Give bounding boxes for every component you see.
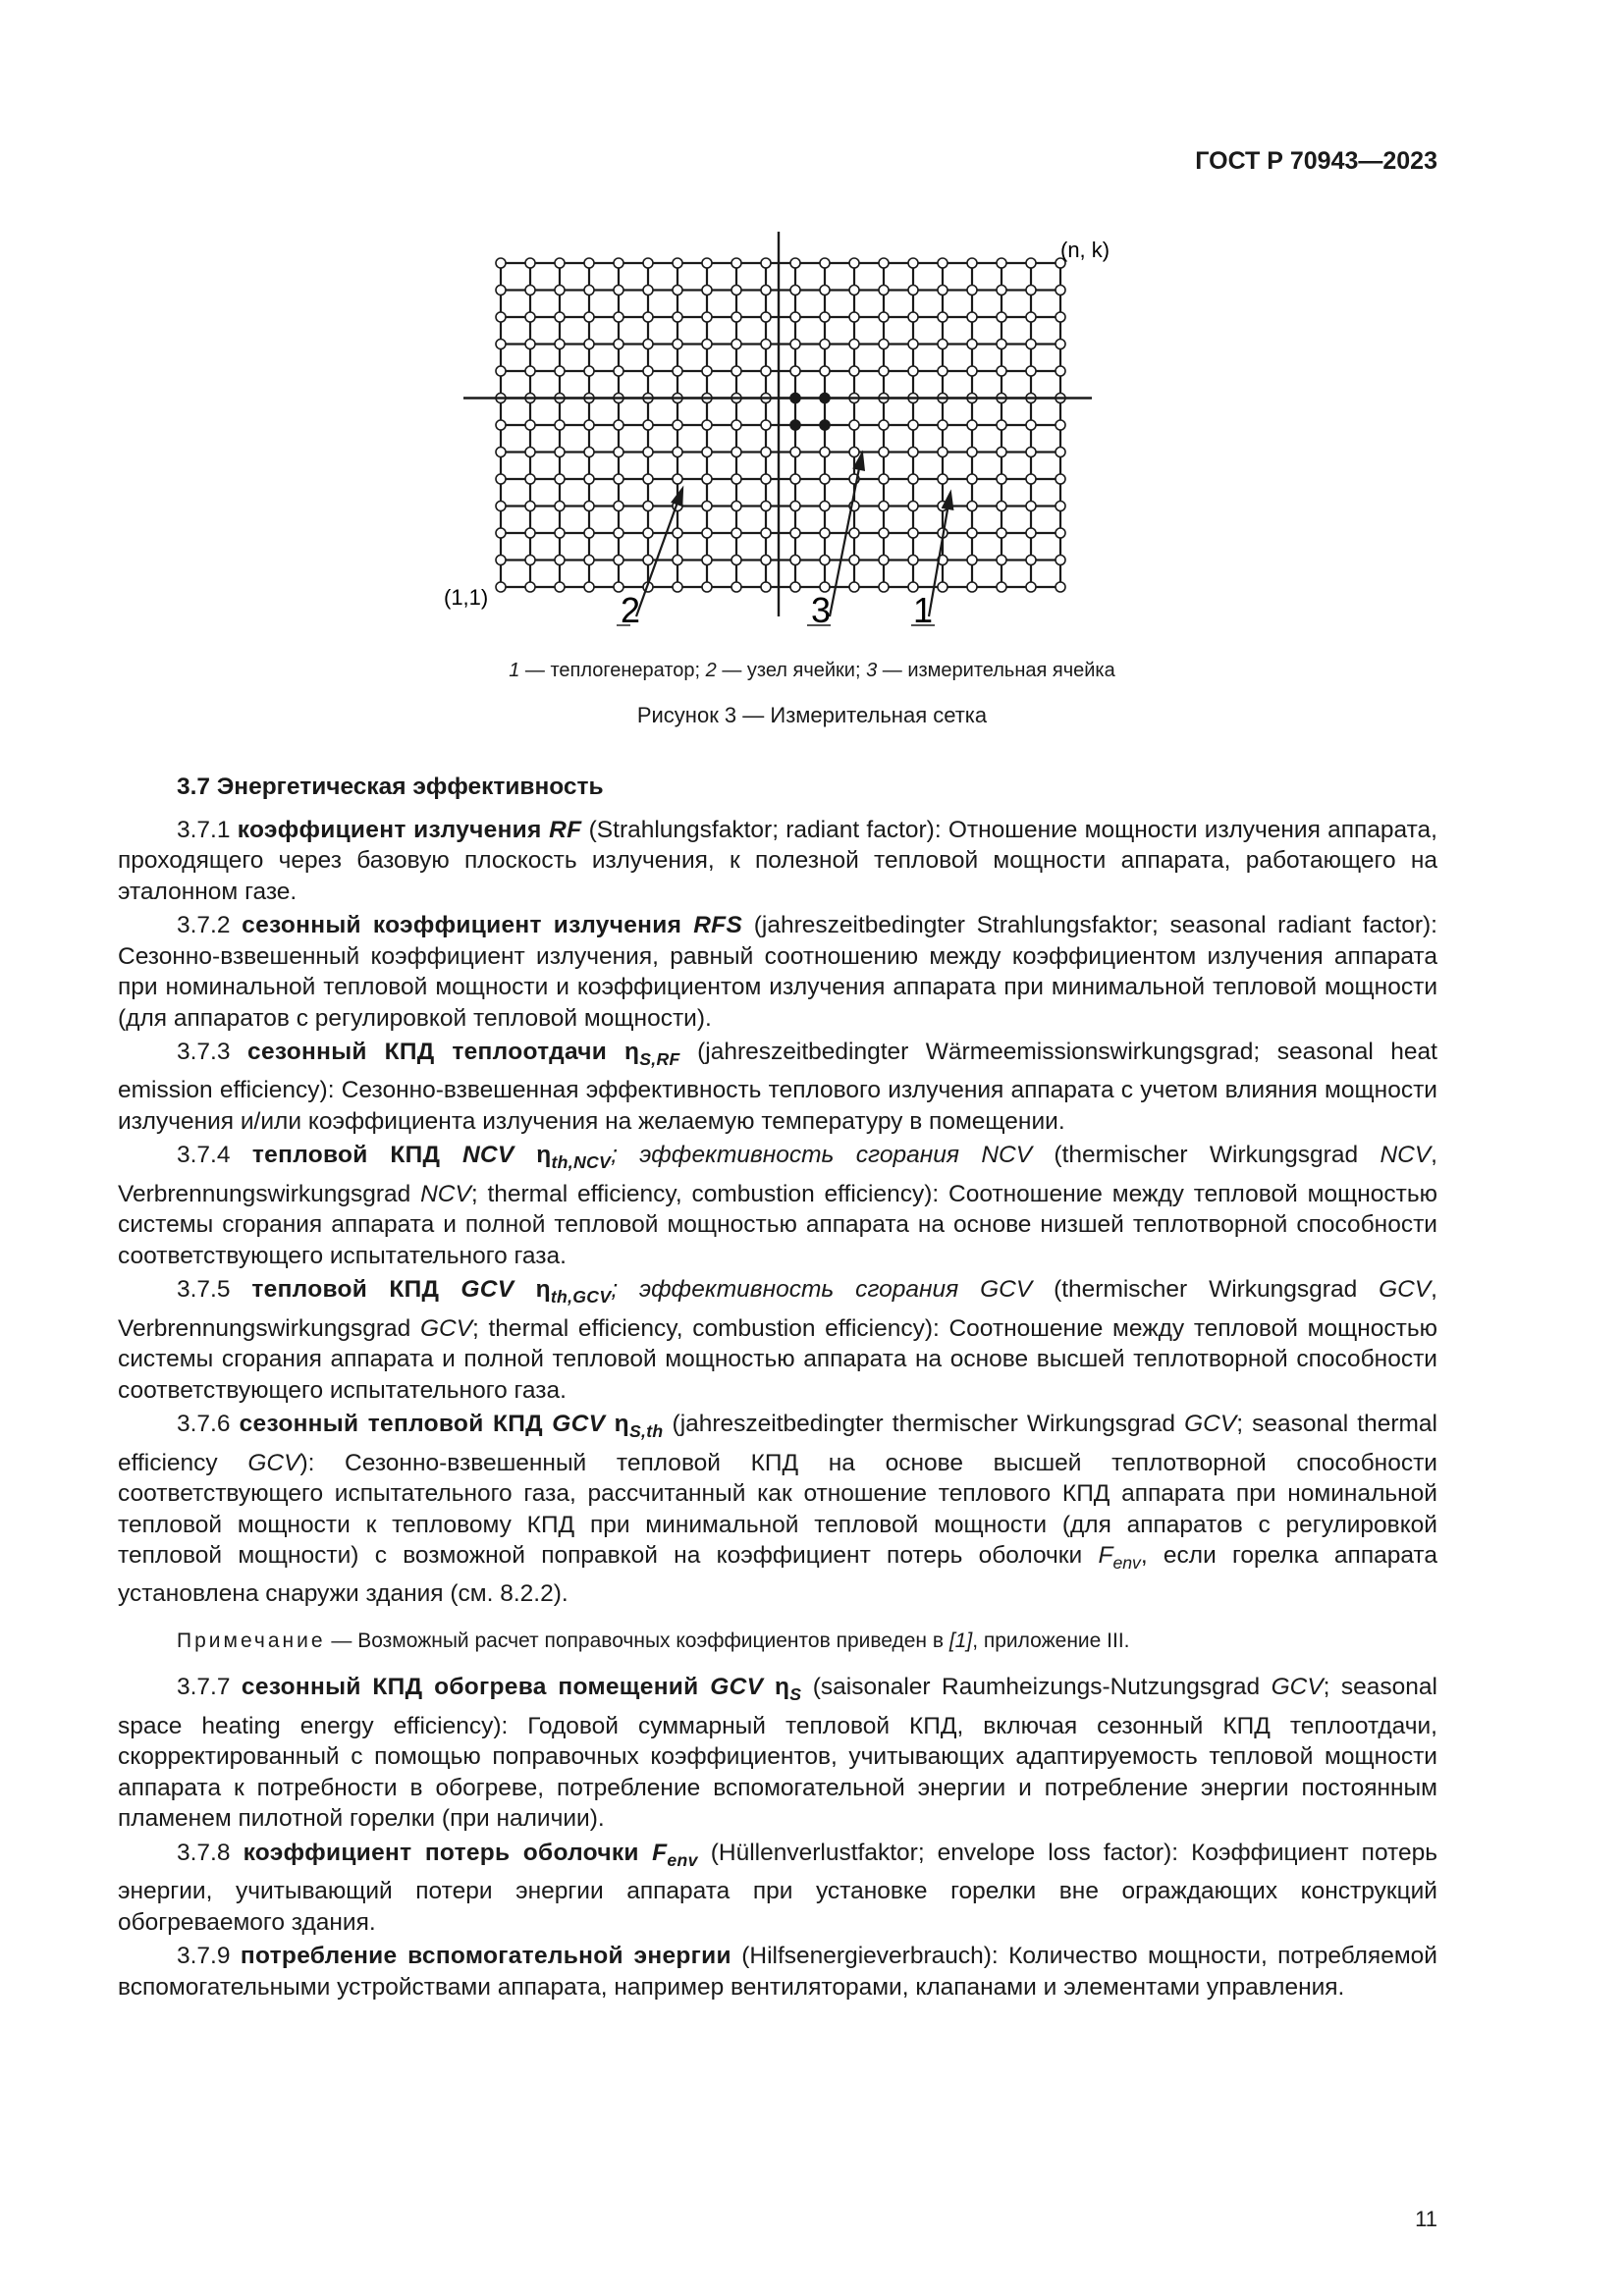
grid-node [761, 312, 771, 322]
grid-node [761, 556, 771, 565]
grid-node [790, 312, 800, 322]
grid-node [761, 502, 771, 511]
term-3-7-9: 3.7.9 потребление вспомогательной энергии (Hilfsenergieverbrauch): Количество мощности, потребляемой вспомогательными устройствами аппарата, например вентиляторами, клапанами и элементами управления. [118, 1943, 1437, 2001]
corner-label-nk: (n, k) [1060, 238, 1110, 262]
grid-node [820, 528, 830, 538]
grid-node [1056, 556, 1065, 565]
grid-node [731, 556, 741, 565]
grid-node [1026, 448, 1036, 457]
grid-node [496, 420, 506, 430]
grid-node [673, 312, 682, 322]
grid-node [525, 366, 535, 376]
grid-node [761, 448, 771, 457]
figure-caption: Рисунок 3 — Измерительная сетка [636, 703, 988, 727]
grid-node [790, 502, 800, 511]
grid-node [820, 286, 830, 295]
grid-node [496, 366, 506, 376]
term-3-7-6: 3.7.6 сезонный тепловой КПД GCV $\eta_{S,th}$ (jahreszeitbedingter thermischer Wirkungsgrad GCV; seasonal thermal efficiency GCV): Сезонно-взвешенный тепловой КПД на основе высшей теплотворной способности соответствующего испытательного газа, рассчитанный как отношение теплового КПД аппарата при номинальной тепловой мощности к тепловому КПД при минимальной тепловой мощности (для аппаратов с регулировкой тепловой мощности) с возможной поправкой на коэффициент потерь оболочки $F_{env}$, если горелка аппарата установлена снаружи здания (см. 8.2.2). [118, 1411, 1437, 1608]
grid-node [997, 366, 1006, 376]
grid-node [849, 312, 859, 322]
grid-node [908, 556, 918, 565]
grid-node [1056, 448, 1065, 457]
grid-node [820, 312, 830, 322]
grid-node [1056, 528, 1065, 538]
grid-node [584, 420, 594, 430]
grid-node [555, 340, 565, 349]
grid-node [1026, 528, 1036, 538]
grid-node [673, 448, 682, 457]
grid-node [849, 258, 859, 268]
grid-node [555, 582, 565, 592]
term-3-7-5: 3.7.5 тепловой КПД GCV $\eta_{th,GCV}$; эффективность сгорания GCV (thermischer Wirkungsgrad GCV, Verbrennungswirkungsgrad GCV; thermal efficiency, combustion efficiency): Соотношение между тепловой мощностью системы сгорания аппарата и полной тепловой мощностью аппарата на основе высшей теплотворной способности соответствующего испытательного газа. [118, 1276, 1437, 1404]
grid-node [997, 286, 1006, 295]
grid-node [820, 556, 830, 565]
grid-node [820, 340, 830, 349]
grid-node [849, 556, 859, 565]
term-3-7-2: 3.7.2 сезонный коэффициент излучения RFS (jahreszeitbedingter Strahlungsfaktor; seasonal radiant factor): Сезонно-взвешенный коэффициент излучения, равный соотношению между коэффициентом излучения аппарата при номинальной тепловой мощности и коэффициентом излучения аппарата при минимальной тепловой мощности (для аппаратов с регулировкой тепловой мощности). [118, 912, 1437, 1032]
grid-node [584, 528, 594, 538]
callout-label-1: 1 [913, 590, 934, 630]
grid-node [908, 502, 918, 511]
grid-node [1026, 366, 1036, 376]
term-3-7-1: 3.7.1 коэффициент излучения RF (Strahlungsfaktor; radiant factor): Отношение мощности излучения аппарата, проходящего через базовую плоскость излучения, к полезной тепловой мощности аппарата, работающего на эталонном газе. [118, 816, 1437, 905]
grid-node [496, 258, 506, 268]
grid-node [908, 528, 918, 538]
grid-node [702, 420, 712, 430]
grid-node [938, 366, 947, 376]
grid-node [967, 366, 977, 376]
grid-node [967, 582, 977, 592]
grid-node [614, 556, 623, 565]
grid-node [820, 366, 830, 376]
grid-node [702, 448, 712, 457]
grid-node [790, 528, 800, 538]
grid-node [879, 556, 889, 565]
grid-node [643, 502, 653, 511]
document-code: ГОСТ Р 70943—2023 [1195, 147, 1437, 175]
grid-node [525, 448, 535, 457]
grid-node [584, 556, 594, 565]
grid-node [731, 448, 741, 457]
term-3-7-3: 3.7.3 сезонный КПД теплоотдачи $\eta_{S,RF}$ (jahreszeitbedingter Wärmeemissionswirkungsgrad; seasonal heat emission efficiency): Сезонно-взвешенная эффективность теплового излучения аппарата с учетом влияния мощности излучения и/или коэффициента излучения на желаемую температуру в помещении. [118, 1039, 1437, 1135]
callout-label-2: 2 [621, 590, 641, 630]
grid-node [702, 528, 712, 538]
grid-node [997, 502, 1006, 511]
grid-node [731, 340, 741, 349]
grid-node [643, 420, 653, 430]
grid-node [525, 286, 535, 295]
grid-node [673, 340, 682, 349]
grid-node [790, 556, 800, 565]
grid-node [938, 582, 947, 592]
grid-node [702, 556, 712, 565]
grid-node [614, 340, 623, 349]
grid-node [1056, 340, 1065, 349]
grid-node [879, 340, 889, 349]
grid-node [908, 420, 918, 430]
grid-node [908, 258, 918, 268]
grid-node [584, 312, 594, 322]
grid-node [790, 340, 800, 349]
grid-node [643, 556, 653, 565]
grid-node [879, 258, 889, 268]
grid-node [525, 312, 535, 322]
figure-legend [0, 660, 1624, 682]
grid-node [1026, 556, 1036, 565]
grid-node [967, 502, 977, 511]
section-title: 3.7 Энергетическая эффективность [177, 774, 604, 800]
grid-node [1056, 312, 1065, 322]
grid-node [820, 420, 830, 430]
grid-node [967, 258, 977, 268]
grid-node [673, 474, 682, 484]
grid-node [997, 340, 1006, 349]
grid-node [673, 420, 682, 430]
grid-node [555, 474, 565, 484]
grid-node [761, 582, 771, 592]
grid-node [555, 258, 565, 268]
grid-node [673, 366, 682, 376]
grid-node [584, 474, 594, 484]
grid-node [702, 366, 712, 376]
grid-node [790, 420, 800, 430]
grid-node [908, 474, 918, 484]
grid-node [879, 286, 889, 295]
grid-node [673, 556, 682, 565]
grid-node [614, 366, 623, 376]
grid-node [761, 528, 771, 538]
grid-node [938, 420, 947, 430]
grid-node [849, 366, 859, 376]
grid-node [731, 312, 741, 322]
grid-node [879, 312, 889, 322]
grid-node [643, 448, 653, 457]
grid-node [879, 528, 889, 538]
grid-node [702, 582, 712, 592]
grid-node [614, 312, 623, 322]
grid-node [790, 366, 800, 376]
grid-node [643, 366, 653, 376]
grid-node [731, 528, 741, 538]
grid-node [525, 556, 535, 565]
grid-node [614, 286, 623, 295]
grid-node [967, 286, 977, 295]
grid-node [790, 582, 800, 592]
grid-node [614, 502, 623, 511]
grid-node [673, 528, 682, 538]
grid-node [555, 366, 565, 376]
grid-node [731, 502, 741, 511]
grid-node [731, 474, 741, 484]
grid-node [643, 474, 653, 484]
grid-node [643, 340, 653, 349]
grid-node [849, 286, 859, 295]
grid-node [555, 420, 565, 430]
grid-node [967, 340, 977, 349]
grid-node [702, 340, 712, 349]
grid-node [702, 258, 712, 268]
grid-node [908, 340, 918, 349]
grid-node [496, 474, 506, 484]
grid-node [614, 474, 623, 484]
grid-node [879, 366, 889, 376]
grid-node [731, 420, 741, 430]
grid-node [938, 286, 947, 295]
grid-node [908, 448, 918, 457]
grid-node [761, 340, 771, 349]
grid-node [820, 448, 830, 457]
grid-node [496, 502, 506, 511]
grid-node [1026, 420, 1036, 430]
grid-node [555, 448, 565, 457]
grid-node [908, 286, 918, 295]
grid-node [702, 502, 712, 511]
grid-node [1026, 286, 1036, 295]
term-3-7-7: 3.7.7 сезонный КПД обогрева помещений GCV $\eta_S$ (saisonaler Raumheizungs-Nutzungsgrad GCV; seasonal space heating energy efficiency): Годовой суммарный тепловой КПД, включая сезонный КПД теплоотдачи, скорректированный с помощью поправочных коэффициентов, учитывающих адаптируемость тепловой мощности аппарата к потребности в обогреве, потребление вспомогательной энергии и потребление энергии постоянным пламенем пилотной горелки (при наличии). [118, 1674, 1437, 1833]
grid-node [1026, 502, 1036, 511]
grid-node [761, 474, 771, 484]
grid-node [584, 258, 594, 268]
grid-node [879, 474, 889, 484]
grid-node [496, 582, 506, 592]
grid-node [1026, 474, 1036, 484]
grid-node [1056, 582, 1065, 592]
grid-node [967, 312, 977, 322]
grid-node [643, 312, 653, 322]
grid-node [1026, 340, 1036, 349]
grid-node [997, 420, 1006, 430]
grid-node [584, 340, 594, 349]
grid-node [584, 448, 594, 457]
legend-text: — измерительная ячейка [877, 660, 1115, 681]
grid-node [525, 474, 535, 484]
grid-node [702, 312, 712, 322]
grid-node [790, 448, 800, 457]
grid-node [790, 286, 800, 295]
grid-node [761, 420, 771, 430]
grid-node [967, 528, 977, 538]
grid-node [1056, 474, 1065, 484]
grid-node [1056, 366, 1065, 376]
grid-node [820, 258, 830, 268]
legend-text: — теплогенератор; [519, 660, 706, 681]
note: Примечание — Возможный расчет поправочных коэффициентов приведен в [1], приложение III. [177, 1629, 1130, 1652]
grid-node [555, 502, 565, 511]
grid-node [702, 286, 712, 295]
grid-node [584, 502, 594, 511]
grid-node [997, 258, 1006, 268]
grid-node [879, 448, 889, 457]
grid-node [938, 340, 947, 349]
term-3-7-4: 3.7.4 тепловой КПД NCV $\eta_{th,NCV}$; эффективность сгорания NCV (thermischer Wirkungsgrad NCV, Verbrennungswirkungsgrad NCV; thermal efficiency, combustion efficiency): Соотношение между тепловой мощностью системы сгорания аппарата и полной тепловой мощностью аппарата на основе низшей теплотворной способности соответствующего испытательного газа. [118, 1142, 1437, 1269]
grid-node [997, 312, 1006, 322]
grid-node [614, 258, 623, 268]
grid-node [1056, 502, 1065, 511]
grid-node [525, 502, 535, 511]
grid-node [584, 286, 594, 295]
grid-node [849, 340, 859, 349]
grid-node [584, 582, 594, 592]
grid-node [643, 528, 653, 538]
grid-node [938, 474, 947, 484]
grid-node [525, 258, 535, 268]
grid-node [908, 366, 918, 376]
grid-node [496, 340, 506, 349]
grid-node [643, 286, 653, 295]
grid-node [525, 528, 535, 538]
legend-text: — узел ячейки; [716, 660, 867, 681]
legend-num: 2 [705, 660, 717, 681]
grid-node [820, 474, 830, 484]
grid-node [731, 286, 741, 295]
grid-node [584, 366, 594, 376]
grid-node [673, 582, 682, 592]
grid-node [967, 448, 977, 457]
grid-node [997, 528, 1006, 538]
grid-node [1056, 286, 1065, 295]
grid-node [790, 258, 800, 268]
grid-node [997, 448, 1006, 457]
grid-node [820, 502, 830, 511]
grid-node [879, 582, 889, 592]
document-body [118, 772, 1437, 2005]
grid-node [525, 340, 535, 349]
grid-node [496, 528, 506, 538]
grid-node [731, 366, 741, 376]
grid-node [731, 582, 741, 592]
grid-node [614, 448, 623, 457]
grid-node [1026, 582, 1036, 592]
grid-node [673, 258, 682, 268]
grid-node [938, 312, 947, 322]
grid-node [790, 474, 800, 484]
measurement-grid-figure [0, 0, 1624, 648]
page-number: 11 [1415, 2207, 1437, 2231]
grid-node [496, 312, 506, 322]
grid-node [879, 420, 889, 430]
grid-node [555, 556, 565, 565]
legend-num: 1 [509, 660, 520, 681]
grid-node [849, 448, 859, 457]
grid-node [673, 286, 682, 295]
grid-node [555, 286, 565, 295]
grid-node [908, 312, 918, 322]
term-3-7-8: 3.7.8 коэффициент потерь оболочки $F_{env}$ (Hüllenverlustfaktor; envelope loss factor): Коэффициент потерь энергии, учитывающий потери энергии аппарата при установке горелки вне ограждающих конструкций обогреваемого здания. [118, 1839, 1437, 1936]
grid-node [614, 420, 623, 430]
grid-node [849, 420, 859, 430]
grid-node [967, 474, 977, 484]
grid-node [496, 448, 506, 457]
grid-node [496, 286, 506, 295]
grid-node [997, 474, 1006, 484]
grid-node [761, 366, 771, 376]
grid-node [967, 420, 977, 430]
grid-node [1026, 258, 1036, 268]
grid-node [702, 474, 712, 484]
grid-node [525, 582, 535, 592]
grid-node [849, 582, 859, 592]
grid-node [938, 258, 947, 268]
legend-num: 3 [866, 660, 878, 681]
grid-node [643, 258, 653, 268]
grid-node [555, 528, 565, 538]
grid-node [555, 312, 565, 322]
grid-node [731, 258, 741, 268]
grid-node [496, 556, 506, 565]
grid-node [1026, 312, 1036, 322]
grid-node [938, 448, 947, 457]
corner-label-11: (1,1) [444, 585, 489, 610]
grid-node [997, 556, 1006, 565]
grid-node [614, 528, 623, 538]
grid-node [1056, 420, 1065, 430]
grid-node [761, 286, 771, 295]
grid-node [879, 502, 889, 511]
grid-node [849, 528, 859, 538]
grid-node [525, 420, 535, 430]
grid-node [967, 556, 977, 565]
grid-node [997, 582, 1006, 592]
callout-label-3: 3 [811, 590, 832, 630]
grid-node [761, 258, 771, 268]
